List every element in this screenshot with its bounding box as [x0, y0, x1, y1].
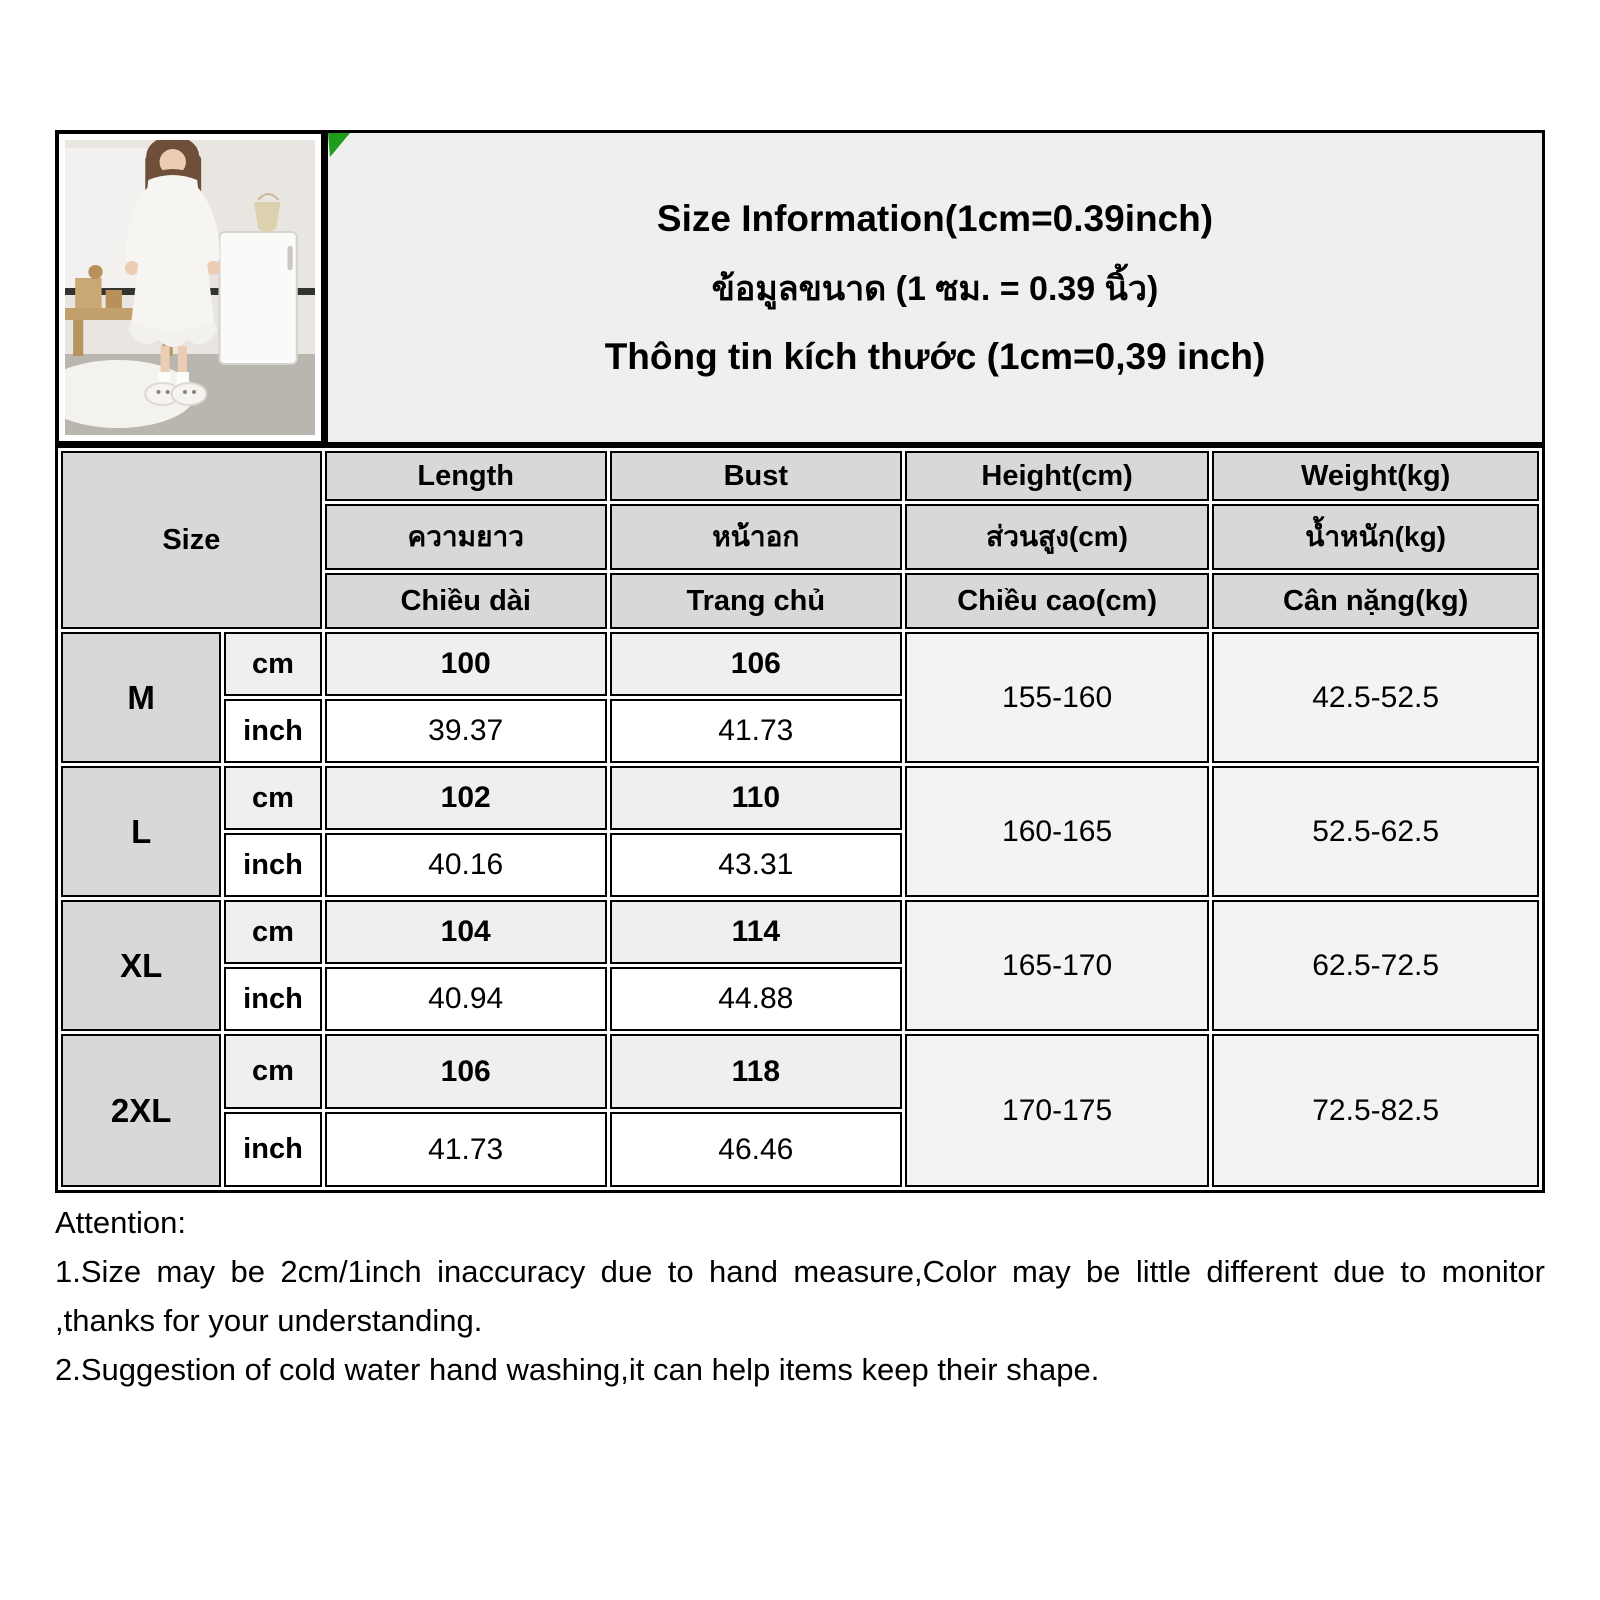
top-row — [55, 130, 1545, 445]
model-photo-illustration — [65, 140, 315, 435]
attention-heading: Attention: — [55, 1205, 186, 1240]
size-header-cell: Size — [61, 451, 322, 629]
unit-cm: cm — [224, 1034, 321, 1109]
size-label-m: M — [61, 632, 221, 763]
xl-bust-cm: 114 — [610, 900, 902, 964]
row-m-cm — [61, 632, 1539, 696]
row-2xl-cm — [61, 1034, 1539, 1109]
2xl-bust-cm: 118 — [610, 1034, 902, 1109]
xl-height-range: 165-170 — [905, 900, 1209, 1031]
header-weight-th: น้ำหนัก(kg) — [1212, 504, 1539, 570]
m-bust-cm: 106 — [610, 632, 902, 696]
l-bust-inch: 43.31 — [610, 833, 902, 897]
header-weight-en: Weight(kg) — [1212, 451, 1539, 501]
header-length-vi: Chiều dài — [325, 573, 607, 629]
size-label-2xl: 2XL — [61, 1034, 221, 1187]
m-height-range: 155-160 — [905, 632, 1209, 763]
2xl-height-range: 170-175 — [905, 1034, 1209, 1187]
content-area — [55, 130, 1545, 1395]
2xl-weight-range: 72.5-82.5 — [1212, 1034, 1539, 1187]
l-weight-range: 52.5-62.5 — [1212, 766, 1539, 897]
unit-cm: cm — [224, 900, 321, 964]
size-table — [55, 445, 1545, 1193]
2xl-length-inch: 41.73 — [325, 1112, 607, 1187]
header-length-th: ความยาว — [325, 504, 607, 570]
row-l-cm — [61, 766, 1539, 830]
header-bust-en: Bust — [610, 451, 902, 501]
unit-cm: cm — [224, 766, 321, 830]
size-label-l: L — [61, 766, 221, 897]
title-thai: ข้อมูลขนาด (1 ซม. = 0.39 นิ้ว) — [711, 269, 1159, 308]
l-length-cm: 102 — [325, 766, 607, 830]
l-height-range: 160-165 — [905, 766, 1209, 897]
header-weight-vi: Cân nặng(kg) — [1212, 573, 1539, 629]
xl-bust-inch: 44.88 — [610, 967, 902, 1031]
2xl-length-cm: 106 — [325, 1034, 607, 1109]
header-length-en: Length — [325, 451, 607, 501]
row-xl-cm — [61, 900, 1539, 964]
attention-note-1: 1.Size may be 2cm/1inch inaccuracy due to hand measure,Color may be little different due to monitor ,thanks for your understanding. — [55, 1253, 1545, 1338]
title-english: Size Information(1cm=0.39inch) — [656, 197, 1214, 239]
m-length-cm: 100 — [325, 632, 607, 696]
unit-inch: inch — [224, 833, 321, 897]
green-corner-icon — [328, 133, 350, 157]
m-bust-inch: 41.73 — [610, 699, 902, 763]
l-length-inch: 40.16 — [325, 833, 607, 897]
xl-length-inch: 40.94 — [325, 967, 607, 1031]
header-height-th: ส่วนสูง(cm) — [905, 504, 1209, 570]
attention-section — [55, 1199, 1545, 1395]
unit-inch: inch — [224, 967, 321, 1031]
unit-cm: cm — [224, 632, 321, 696]
header-height-en: Height(cm) — [905, 451, 1209, 501]
header-row-english — [61, 451, 1539, 501]
2xl-bust-inch: 46.46 — [610, 1112, 902, 1187]
xl-weight-range: 62.5-72.5 — [1212, 900, 1539, 1031]
xl-length-cm: 104 — [325, 900, 607, 964]
product-photo — [55, 130, 325, 445]
unit-inch: inch — [224, 699, 321, 763]
header-bust-vi: Trang chủ — [610, 573, 902, 629]
attention-note-2: 2.Suggestion of cold water hand washing,it can help items keep their shape. — [55, 1351, 1100, 1387]
m-weight-range: 42.5-52.5 — [1212, 632, 1539, 763]
title-vietnamese: Thông tin kích thước (1cm=0,39 inch) — [604, 335, 1266, 377]
unit-inch: inch — [224, 1112, 321, 1187]
header-bust-th: หน้าอก — [610, 504, 902, 570]
header-height-vi: Chiều cao(cm) — [905, 573, 1209, 629]
m-length-inch: 39.37 — [325, 699, 607, 763]
title-panel — [325, 130, 1545, 445]
size-label-xl: XL — [61, 900, 221, 1031]
l-bust-cm: 110 — [610, 766, 902, 830]
